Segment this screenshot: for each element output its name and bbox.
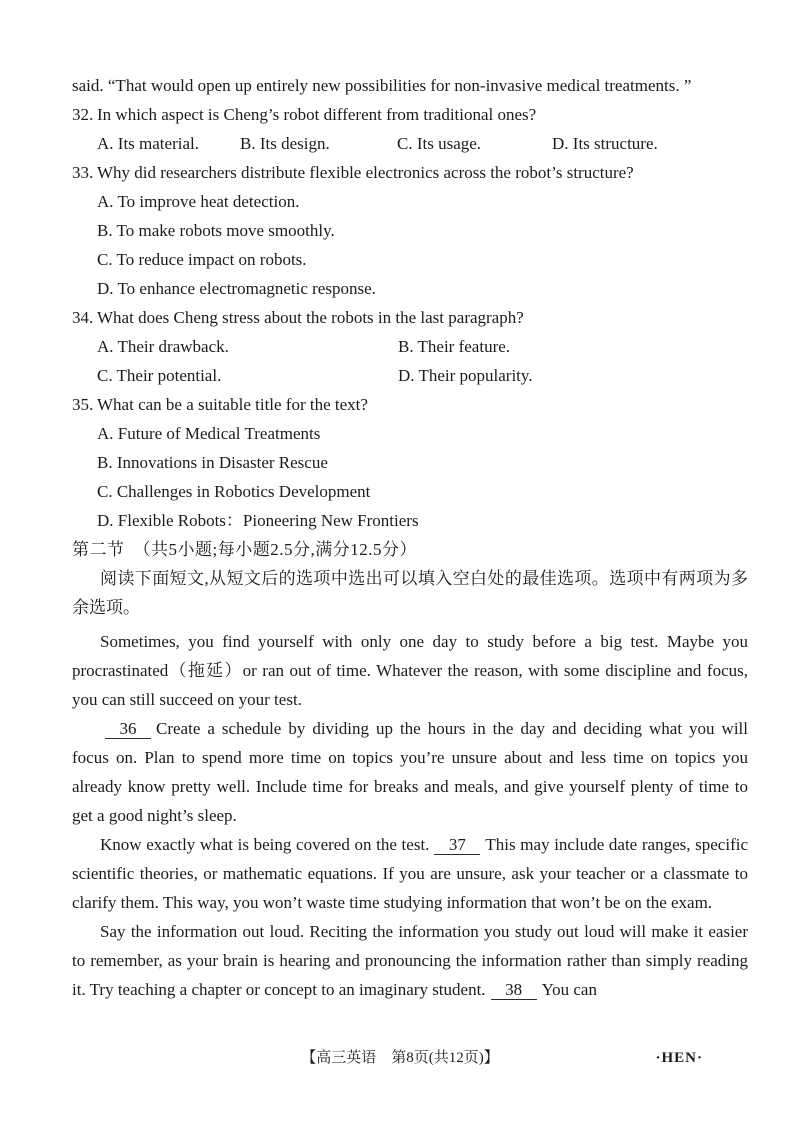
q33-option-d: D. To enhance electromagnetic response.: [97, 279, 376, 298]
q32-option-b: B. Its design.: [240, 134, 330, 153]
blank-38: 38: [491, 980, 537, 1000]
question-number: 34.: [72, 308, 94, 327]
passage-paragraph-1: Sometimes, you find yourself with only one day to study before a big test. Maybe you procrastinated（拖延）or ran out of time. Whatever the reason, with some discipline and focus, you can still succeed on your test.: [72, 632, 748, 709]
question-35: [72, 390, 748, 535]
q35-option-c: C. Challenges in Robotics Development: [97, 482, 371, 501]
question-options: [72, 419, 748, 535]
q35-option-d: D. Flexible Robots：Pioneering New Frontiers: [97, 511, 419, 530]
question-text: What does Cheng stress about the robots in the last paragraph?: [97, 308, 524, 327]
passage-paragraph-3: [72, 830, 748, 917]
intro-line: said. “That would open up entirely new possibilities for non-invasive medical treatments. ”: [72, 76, 692, 95]
question-number: 35.: [72, 395, 94, 414]
footer-region-code: ·HEN·: [655, 1050, 703, 1066]
q32-option-d: D. Its structure.: [552, 134, 658, 153]
section-title: 第二节 （共5小题;每小题2.5分,满分12.5分）: [72, 540, 417, 559]
q34-option-a: A. Their drawback.: [97, 337, 229, 356]
page-footer: [0, 1046, 800, 1070]
question-number: 32.: [72, 105, 94, 124]
question-text: In which aspect is Cheng’s robot different from traditional ones?: [97, 105, 537, 124]
q33-option-b: B. To make robots move smoothly.: [97, 221, 335, 240]
passage-paragraph-4: [72, 917, 748, 1004]
q35-option-a: A. Future of Medical Treatments: [97, 424, 321, 443]
passage-text: Say the information out loud. Reciting the information you study out loud will make it easier to remember, as your brain is hearing and pronouncing the information rather than simply reading it. Try teaching a chapter or concept to an imaginary student.: [72, 922, 748, 999]
blank-36: 36: [105, 719, 151, 739]
q33-option-c: C. To reduce impact on robots.: [97, 250, 307, 269]
q34-option-b: B. Their feature.: [398, 337, 511, 356]
q32-option-a: A. Its material.: [97, 134, 199, 153]
q35-option-b: B. Innovations in Disaster Rescue: [97, 453, 328, 472]
q34-option-d: D. Their popularity.: [398, 366, 533, 385]
blank-37: 37: [434, 835, 480, 855]
question-options: [72, 332, 748, 390]
question-text: Why did researchers distribute flexible electronics across the robot’s structure?: [97, 163, 634, 182]
question-34: [72, 303, 748, 390]
page-content: [72, 71, 748, 1004]
footer-page-info: 【高三英语 第8页(共12页)】: [301, 1050, 499, 1066]
q33-option-a: A. To improve heat detection.: [97, 192, 300, 211]
section-instructions: 阅读下面短文,从短文后的选项中选出可以填入空白处的最佳选项。选项中有两项为多余选项。: [72, 569, 748, 617]
passage-text: Know exactly what is being covered on the test.: [100, 835, 430, 854]
question-text: What can be a suitable title for the text?: [97, 395, 368, 414]
question-options: [72, 187, 748, 303]
passage-text: You can: [541, 980, 597, 999]
question-33: [72, 158, 748, 303]
q32-option-c: C. Its usage.: [397, 134, 482, 153]
question-number: 33.: [72, 163, 94, 182]
passage-text: Create a schedule by dividing up the hours in the day and deciding what you will focus on. Plan to spend more time on topics you’re unsure about and less time on topics you already know pretty well. Include time for breaks and meals, and give yourself plenty of time to get a good night’s sleep.: [72, 719, 748, 825]
passage-paragraph-2: [72, 714, 748, 830]
passage-text: This may include date ranges, specific scientific theories, or mathematic equations. If you are unsure, ask your teacher or a classmate to clarify them. This way, you won’t waste time studying information that won’t be on the exam.: [72, 835, 748, 912]
q34-option-c: C. Their potential.: [97, 366, 222, 385]
question-options: [72, 129, 748, 158]
question-32: [72, 100, 748, 158]
